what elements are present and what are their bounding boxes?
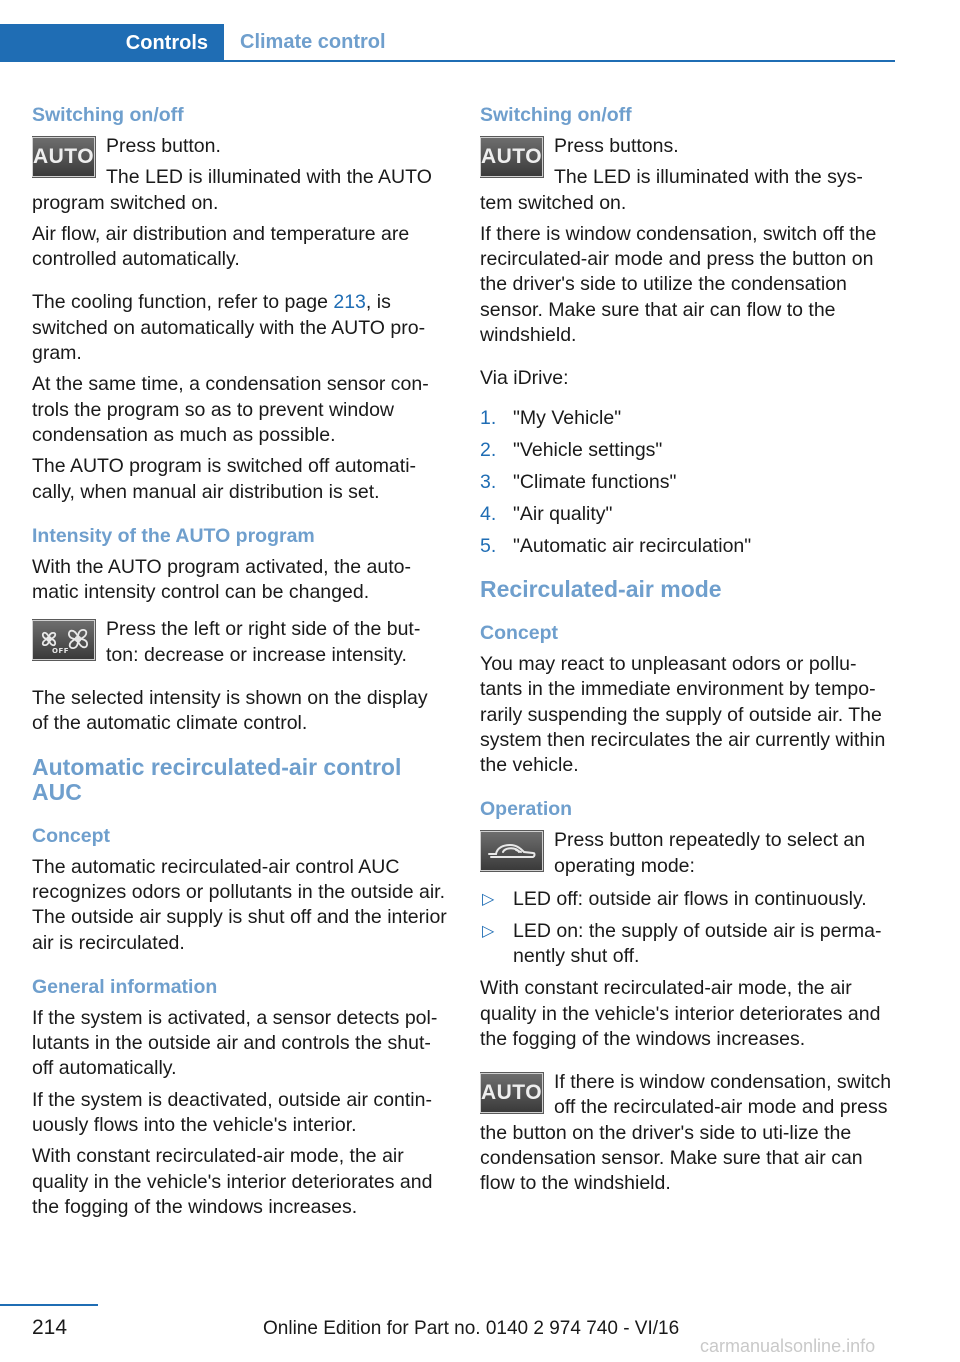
step-item (480, 534, 895, 559)
bullet-item (480, 887, 895, 912)
bullet-marker: ▷ (482, 922, 495, 940)
step-item (480, 470, 895, 495)
recirculation-svg (483, 834, 541, 868)
bullet-text: LED off: outside air flows in continuously. (513, 887, 867, 910)
step-number: 3. (480, 470, 497, 493)
general-text-2: If the system is deactivated, outside air contin‐uously flows into the vehicle's interior. (32, 1088, 432, 1137)
led-text-b: program switched on. (32, 191, 219, 214)
auto-button-block (32, 134, 447, 216)
watermark: carmanualsonline.info (700, 1336, 876, 1356)
step-text: "Climate functions" (513, 470, 677, 493)
recirc-concept-text: You may react to unpleasant odors or pollu‐tants in the immediate environment by tempo‐rarily suspending the supply of outside air. The system then recirculates the air currently within the vehicle. (480, 652, 886, 777)
auto-button-icon-right (480, 137, 543, 177)
intensity-button-block (32, 617, 447, 668)
heading-switching-on-off: Switching on/off (32, 104, 184, 126)
led-system-text-a: The LED is illuminated with the sys‐ (554, 166, 863, 189)
step-number: 5. (480, 534, 497, 557)
cooling-text (32, 290, 447, 366)
step-item (480, 406, 895, 431)
heading-concept-right: Concept (480, 621, 558, 644)
step-text: "My Vehicle" (513, 406, 622, 429)
step-item (480, 502, 895, 527)
heading-intensity: Intensity of the AUTO program (32, 524, 315, 547)
left-column (32, 102, 447, 1226)
auto-button-icon (32, 137, 95, 177)
led-text-a: The LED is illuminated with the AUTO (106, 166, 432, 189)
auc-concept-text: The automatic recirculated-air control AUC recognizes odors or pollutants in the outside air. The outside air supply is shut off and the interior air is recirculated. (32, 855, 447, 954)
sensor-text: At the same time, a condensation sensor con‐trols the program so as to prevent window condensation as much as possible. (32, 373, 429, 446)
press-repeatedly-text: Press button repeatedly to select an operating mode: (554, 829, 866, 877)
idrive-steps-list (480, 406, 895, 559)
press-sides-text: Press the left or right side of the but‐ton: decrease or increase intensity. (106, 618, 421, 666)
cooling-pre: The cooling function, refer to page (32, 291, 334, 314)
recirculation-icon (480, 831, 543, 871)
page-link-213[interactable]: 213 (333, 291, 366, 314)
page-number: 214 (32, 1316, 68, 1339)
header-rule (0, 60, 895, 62)
tab-controls-label: Controls (125, 31, 208, 54)
heading-switching-on-off-right: Switching on/off (480, 104, 632, 126)
via-idrive-text: Via iDrive: (480, 367, 569, 390)
svg-text:OFF: OFF (51, 647, 69, 656)
condensation-text: If there is window condensation, switch off the recirculated-air mode and press the button on the driver's side to utilize the condensation sensor. Make sure that air can flow to the windshield. (480, 222, 877, 347)
heading-concept-left: Concept (32, 824, 110, 847)
press-button-text: Press button. (106, 135, 221, 157)
edition-text: Online Edition for Part no. 0140 2 974 740 - VI/16 (263, 1318, 680, 1339)
auto-button-icon-2-label: AUTO (480, 1081, 543, 1105)
bullet-text: LED on: the supply of outside air is perma‐nently shut off. (513, 919, 882, 968)
switched-off-text: The AUTO program is switched off automati‐cally, when manual air distribution is set. (32, 455, 417, 503)
final-condensation-text: If there is window condensation, switch off the recirculated-air mode and press the button on the driver's side to uti‐lize the condensation sensor. Make sure that air can flow to the windshield. (480, 1071, 892, 1195)
step-number: 2. (480, 438, 497, 461)
step-number: 1. (480, 406, 497, 429)
step-number: 4. (480, 502, 497, 525)
mode-bullet-list (480, 887, 895, 970)
intensity-text: With the AUTO program activated, the auto‐matic intensity control can be changed. (32, 555, 411, 604)
heading-general-information: General information (32, 975, 218, 998)
fan-intensity-icon (32, 620, 95, 660)
selected-intensity-text: The selected intensity is shown on the display of the automatic climate control. (32, 687, 428, 735)
bullet-marker: ▷ (482, 890, 495, 908)
heading-operation: Operation (480, 798, 573, 821)
auto-button-icon-right-label: AUTO (480, 145, 543, 169)
tab-climate-control[interactable] (240, 24, 386, 60)
press-buttons-text: Press buttons. (554, 135, 679, 157)
bullet-item (480, 919, 895, 970)
cooling-post: , is switched on automatically with the AUTO pro‐gram. (32, 291, 426, 365)
step-text: "Vehicle settings" (513, 438, 663, 461)
page-header (0, 24, 895, 62)
airflow-text: Air flow, air distribution and temperature are controlled automatically. (32, 222, 410, 271)
auto-button-block-2 (480, 1070, 895, 1196)
general-text-3: With constant recirculated-air mode, the air quality in the vehicle's interior deteriorates and the fogging of the windows increases. (32, 1145, 433, 1218)
auto-buttons-block (480, 134, 895, 216)
step-item (480, 438, 895, 463)
recirc-button-block (480, 828, 895, 879)
constant-recirc-text: With constant recirculated-air mode, the air quality in the vehicle's interior deteriorates and the fogging of the windows increases. (480, 977, 881, 1050)
step-text: "Air quality" (513, 502, 613, 525)
led-system-text-b: tem switched on. (480, 191, 627, 214)
step-text: "Automatic air recirculation" (513, 534, 752, 557)
heading-recirculated-air-mode: Recirculated-air mode (480, 575, 722, 602)
tab-climate-control-label: Climate control (240, 30, 386, 53)
tab-controls[interactable] (0, 24, 224, 62)
fan-intensity-svg (34, 622, 94, 658)
right-column (480, 102, 895, 1197)
general-text-1: If the system is activated, a sensor detects pol‐lutants in the outside air and controls the shut‐off automatically. (32, 1006, 438, 1080)
heading-auc: Automatic recirculated-air control AUC (32, 753, 402, 805)
auto-button-icon-label: AUTO (32, 145, 95, 169)
footer-rule (0, 1304, 98, 1306)
auto-button-icon-2 (480, 1073, 543, 1113)
